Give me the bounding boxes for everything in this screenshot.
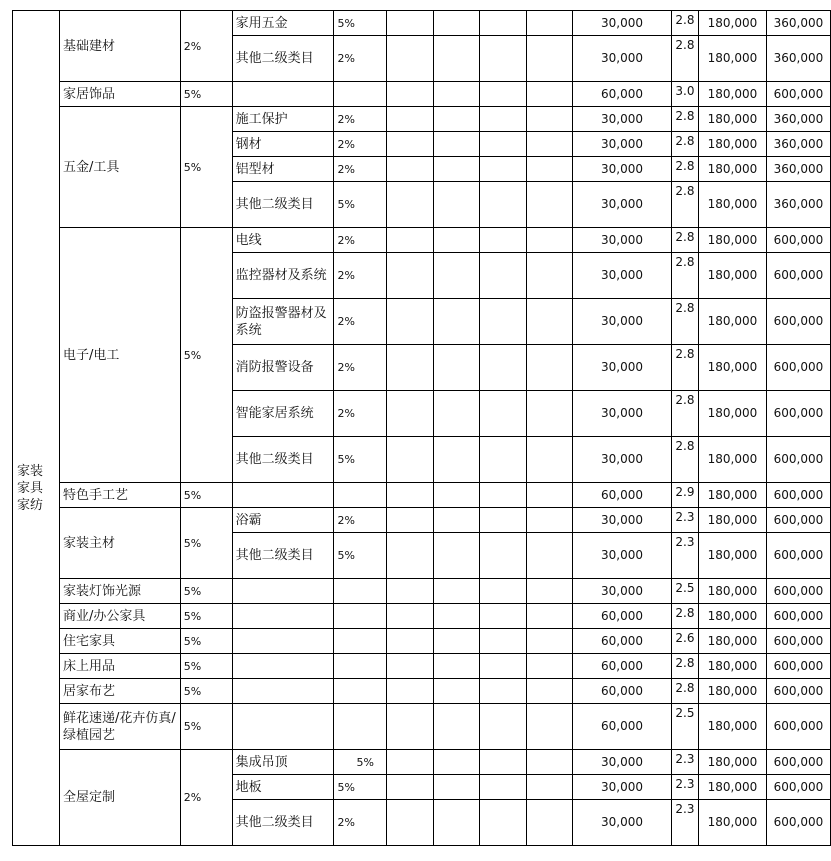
- score-cell: 2.8: [671, 654, 698, 679]
- fee-cell: 600,000: [766, 533, 830, 579]
- empty-cell: [387, 483, 434, 508]
- empty-cell: [387, 107, 434, 132]
- empty-cell: [480, 750, 527, 775]
- category-cell: 全屋定制: [59, 750, 180, 846]
- subcategory-cell: 其他二级类目: [232, 800, 334, 846]
- deposit-cell: 30,000: [573, 579, 672, 604]
- subcategory-rate-cell: 5%: [334, 775, 387, 800]
- fee-cell: 180,000: [698, 750, 766, 775]
- deposit-cell: 30,000: [573, 107, 672, 132]
- empty-cell: [387, 775, 434, 800]
- empty-cell: [387, 704, 434, 750]
- fee-cell: 600,000: [766, 437, 830, 483]
- empty-cell: [480, 483, 527, 508]
- subcategory-cell: 其他二级类目: [232, 437, 334, 483]
- fee-cell: 600,000: [766, 750, 830, 775]
- empty-cell: [387, 11, 434, 36]
- subcategory-cell: [232, 629, 334, 654]
- fee-cell: 180,000: [698, 228, 766, 253]
- empty-cell: [527, 157, 573, 182]
- empty-cell: [527, 82, 573, 107]
- empty-cell: [434, 604, 480, 629]
- fee-cell: 600,000: [766, 579, 830, 604]
- empty-cell: [434, 345, 480, 391]
- deposit-cell: 30,000: [573, 775, 672, 800]
- fee-cell: 180,000: [698, 775, 766, 800]
- empty-cell: [387, 508, 434, 533]
- deposit-cell: 30,000: [573, 157, 672, 182]
- deposit-cell: 30,000: [573, 36, 672, 82]
- empty-cell: [480, 345, 527, 391]
- fee-cell: 180,000: [698, 82, 766, 107]
- fee-cell: 180,000: [698, 36, 766, 82]
- empty-cell: [387, 253, 434, 299]
- empty-cell: [480, 107, 527, 132]
- fee-table: [12, 10, 831, 846]
- fee-cell: 600,000: [766, 775, 830, 800]
- empty-cell: [434, 579, 480, 604]
- fee-cell: 600,000: [766, 679, 830, 704]
- subcategory-cell: 集成吊顶: [232, 750, 334, 775]
- score-cell: 2.8: [671, 391, 698, 437]
- subcategory-rate-cell: 5%: [334, 533, 387, 579]
- empty-cell: [527, 107, 573, 132]
- deposit-cell: 60,000: [573, 654, 672, 679]
- table-row: [13, 82, 831, 107]
- fee-cell: 180,000: [698, 132, 766, 157]
- empty-cell: [527, 253, 573, 299]
- score-cell: 2.3: [671, 750, 698, 775]
- empty-cell: [434, 750, 480, 775]
- subcategory-cell: [232, 679, 334, 704]
- empty-cell: [527, 800, 573, 846]
- score-cell: 2.6: [671, 629, 698, 654]
- subcategory-rate-cell: 2%: [334, 391, 387, 437]
- empty-cell: [387, 182, 434, 228]
- table-row: [13, 629, 831, 654]
- deposit-cell: 60,000: [573, 704, 672, 750]
- score-cell: 2.3: [671, 775, 698, 800]
- score-cell: 2.5: [671, 704, 698, 750]
- subcategory-rate-cell: [334, 654, 387, 679]
- category-rate-cell: 5%: [180, 579, 232, 604]
- subcategory-cell: [232, 82, 334, 107]
- fee-cell: 360,000: [766, 132, 830, 157]
- score-cell: 2.3: [671, 508, 698, 533]
- empty-cell: [387, 132, 434, 157]
- subcategory-rate-cell: [334, 629, 387, 654]
- empty-cell: [387, 82, 434, 107]
- subcategory-rate-cell: 2%: [334, 36, 387, 82]
- score-cell: 2.8: [671, 228, 698, 253]
- fee-cell: 600,000: [766, 508, 830, 533]
- category-rate-cell: 5%: [180, 679, 232, 704]
- empty-cell: [527, 704, 573, 750]
- table-row: [13, 579, 831, 604]
- category-cell: 居家布艺: [59, 679, 180, 704]
- empty-cell: [387, 579, 434, 604]
- category-cell: 住宅家具: [59, 629, 180, 654]
- fee-cell: 600,000: [766, 82, 830, 107]
- subcategory-cell: 消防报警设备: [232, 345, 334, 391]
- table-row: [13, 604, 831, 629]
- deposit-cell: 30,000: [573, 391, 672, 437]
- deposit-cell: 30,000: [573, 345, 672, 391]
- score-cell: 2.8: [671, 299, 698, 345]
- empty-cell: [480, 11, 527, 36]
- subcategory-rate-cell: [334, 483, 387, 508]
- empty-cell: [387, 157, 434, 182]
- empty-cell: [527, 345, 573, 391]
- subcategory-rate-cell: 2%: [334, 132, 387, 157]
- subcategory-rate-cell: 5%: [334, 750, 387, 775]
- fee-cell: 180,000: [698, 679, 766, 704]
- subcategory-cell: 其他二级类目: [232, 36, 334, 82]
- deposit-cell: 60,000: [573, 629, 672, 654]
- empty-cell: [527, 391, 573, 437]
- fee-cell: 600,000: [766, 391, 830, 437]
- empty-cell: [387, 345, 434, 391]
- subcategory-cell: 地板: [232, 775, 334, 800]
- empty-cell: [527, 228, 573, 253]
- empty-cell: [387, 437, 434, 483]
- subcategory-rate-cell: 5%: [334, 437, 387, 483]
- fee-cell: 360,000: [766, 36, 830, 82]
- fee-cell: 180,000: [698, 800, 766, 846]
- fee-cell: 600,000: [766, 704, 830, 750]
- score-cell: 2.8: [671, 182, 698, 228]
- subcategory-cell: 其他二级类目: [232, 182, 334, 228]
- deposit-cell: 30,000: [573, 132, 672, 157]
- deposit-cell: 30,000: [573, 750, 672, 775]
- table-row: [13, 654, 831, 679]
- score-cell: 2.8: [671, 11, 698, 36]
- empty-cell: [387, 800, 434, 846]
- empty-cell: [527, 11, 573, 36]
- fee-cell: 600,000: [766, 800, 830, 846]
- empty-cell: [387, 299, 434, 345]
- empty-cell: [527, 679, 573, 704]
- subcategory-cell: 防盗报警器材及系统: [232, 299, 334, 345]
- empty-cell: [527, 132, 573, 157]
- empty-cell: [434, 228, 480, 253]
- empty-cell: [434, 800, 480, 846]
- category-cell: 电子/电工: [59, 228, 180, 483]
- fee-cell: 600,000: [766, 604, 830, 629]
- empty-cell: [387, 391, 434, 437]
- fee-cell: 180,000: [698, 533, 766, 579]
- deposit-cell: 60,000: [573, 82, 672, 107]
- empty-cell: [434, 132, 480, 157]
- empty-cell: [480, 533, 527, 579]
- fee-cell: 360,000: [766, 107, 830, 132]
- table-row: [13, 704, 831, 750]
- table-row: [13, 11, 831, 36]
- score-cell: 2.8: [671, 679, 698, 704]
- category-cell: 五金/工具: [59, 107, 180, 228]
- empty-cell: [387, 604, 434, 629]
- empty-cell: [480, 157, 527, 182]
- category-cell: 商业/办公家具: [59, 604, 180, 629]
- empty-cell: [434, 483, 480, 508]
- subcategory-cell: 家用五金: [232, 11, 334, 36]
- deposit-cell: 30,000: [573, 533, 672, 579]
- score-cell: 2.8: [671, 132, 698, 157]
- subcategory-rate-cell: [334, 704, 387, 750]
- subcategory-rate-cell: 2%: [334, 253, 387, 299]
- subcategory-rate-cell: 2%: [334, 157, 387, 182]
- empty-cell: [434, 533, 480, 579]
- subcategory-rate-cell: [334, 679, 387, 704]
- empty-cell: [527, 299, 573, 345]
- empty-cell: [387, 654, 434, 679]
- empty-cell: [434, 82, 480, 107]
- empty-cell: [527, 579, 573, 604]
- empty-cell: [527, 437, 573, 483]
- fee-cell: 180,000: [698, 107, 766, 132]
- empty-cell: [480, 800, 527, 846]
- fee-cell: 360,000: [766, 182, 830, 228]
- empty-cell: [527, 36, 573, 82]
- score-cell: 2.3: [671, 800, 698, 846]
- subcategory-cell: 电线: [232, 228, 334, 253]
- empty-cell: [387, 629, 434, 654]
- fee-cell: 180,000: [698, 345, 766, 391]
- empty-cell: [434, 508, 480, 533]
- subcategory-rate-cell: [334, 82, 387, 107]
- fee-cell: 180,000: [698, 299, 766, 345]
- subcategory-cell: 监控器材及系统: [232, 253, 334, 299]
- fee-cell: 600,000: [766, 654, 830, 679]
- empty-cell: [527, 629, 573, 654]
- score-cell: 3.0: [671, 82, 698, 107]
- table-row: [13, 679, 831, 704]
- fee-cell: 600,000: [766, 299, 830, 345]
- table-row: [13, 508, 831, 533]
- category-cell: 特色手工艺: [59, 483, 180, 508]
- subcategory-rate-cell: 5%: [334, 182, 387, 228]
- deposit-cell: 30,000: [573, 11, 672, 36]
- category-rate-cell: 5%: [180, 228, 232, 483]
- fee-cell: 360,000: [766, 157, 830, 182]
- empty-cell: [527, 182, 573, 228]
- deposit-cell: 30,000: [573, 800, 672, 846]
- empty-cell: [480, 228, 527, 253]
- subcategory-cell: 钢材: [232, 132, 334, 157]
- empty-cell: [480, 604, 527, 629]
- fee-cell: 180,000: [698, 508, 766, 533]
- subcategory-cell: [232, 604, 334, 629]
- subcategory-rate-cell: 2%: [334, 345, 387, 391]
- score-cell: 2.8: [671, 157, 698, 182]
- empty-cell: [434, 11, 480, 36]
- empty-cell: [480, 508, 527, 533]
- category-cell: 床上用品: [59, 654, 180, 679]
- empty-cell: [387, 36, 434, 82]
- table-row: [13, 228, 831, 253]
- fee-cell: 180,000: [698, 182, 766, 228]
- empty-cell: [480, 437, 527, 483]
- score-cell: 2.8: [671, 36, 698, 82]
- empty-cell: [434, 182, 480, 228]
- empty-cell: [434, 107, 480, 132]
- empty-cell: [527, 775, 573, 800]
- subcategory-cell: [232, 579, 334, 604]
- score-cell: 2.8: [671, 107, 698, 132]
- empty-cell: [434, 253, 480, 299]
- empty-cell: [434, 36, 480, 82]
- category-rate-cell: 5%: [180, 82, 232, 107]
- category-cell: 家居饰品: [59, 82, 180, 107]
- table-row: [13, 483, 831, 508]
- fee-cell: 600,000: [766, 483, 830, 508]
- category-rate-cell: 5%: [180, 483, 232, 508]
- category-rate-cell: 2%: [180, 11, 232, 82]
- subcategory-rate-cell: 2%: [334, 228, 387, 253]
- category-rate-cell: 5%: [180, 629, 232, 654]
- subcategory-rate-cell: 2%: [334, 299, 387, 345]
- empty-cell: [434, 157, 480, 182]
- empty-cell: [387, 533, 434, 579]
- top-category-cell: 家装家具家纺: [13, 11, 60, 846]
- category-cell: 家装主材: [59, 508, 180, 579]
- category-cell: 家装灯饰光源: [59, 579, 180, 604]
- subcategory-rate-cell: 2%: [334, 800, 387, 846]
- empty-cell: [480, 82, 527, 107]
- fee-cell: 180,000: [698, 391, 766, 437]
- category-rate-cell: 5%: [180, 704, 232, 750]
- empty-cell: [527, 508, 573, 533]
- fee-cell: 600,000: [766, 228, 830, 253]
- subcategory-rate-cell: 2%: [334, 508, 387, 533]
- table-row: [13, 107, 831, 132]
- empty-cell: [480, 253, 527, 299]
- empty-cell: [480, 182, 527, 228]
- empty-cell: [434, 704, 480, 750]
- empty-cell: [480, 36, 527, 82]
- deposit-cell: 30,000: [573, 437, 672, 483]
- empty-cell: [480, 775, 527, 800]
- deposit-cell: 30,000: [573, 299, 672, 345]
- fee-cell: 600,000: [766, 629, 830, 654]
- empty-cell: [387, 679, 434, 704]
- empty-cell: [434, 679, 480, 704]
- fee-cell: 600,000: [766, 345, 830, 391]
- category-rate-cell: 5%: [180, 508, 232, 579]
- deposit-cell: 60,000: [573, 604, 672, 629]
- empty-cell: [434, 629, 480, 654]
- empty-cell: [480, 299, 527, 345]
- category-cell: 基础建材: [59, 11, 180, 82]
- empty-cell: [480, 704, 527, 750]
- empty-cell: [434, 391, 480, 437]
- subcategory-cell: 其他二级类目: [232, 533, 334, 579]
- score-cell: 2.8: [671, 345, 698, 391]
- subcategory-cell: 施工保护: [232, 107, 334, 132]
- fee-cell: 180,000: [698, 629, 766, 654]
- score-cell: 2.8: [671, 604, 698, 629]
- fee-cell: 180,000: [698, 253, 766, 299]
- fee-cell: 180,000: [698, 483, 766, 508]
- subcategory-rate-cell: [334, 579, 387, 604]
- category-cell: 鲜花速递/花卉仿真/绿植园艺: [59, 704, 180, 750]
- deposit-cell: 30,000: [573, 228, 672, 253]
- empty-cell: [527, 483, 573, 508]
- deposit-cell: 30,000: [573, 182, 672, 228]
- empty-cell: [480, 132, 527, 157]
- empty-cell: [527, 533, 573, 579]
- fee-cell: 600,000: [766, 253, 830, 299]
- fee-cell: 360,000: [766, 11, 830, 36]
- subcategory-cell: [232, 704, 334, 750]
- score-cell: 2.5: [671, 579, 698, 604]
- fee-cell: 180,000: [698, 604, 766, 629]
- subcategory-cell: 智能家居系统: [232, 391, 334, 437]
- empty-cell: [434, 299, 480, 345]
- subcategory-cell: 铝型材: [232, 157, 334, 182]
- score-cell: 2.8: [671, 253, 698, 299]
- empty-cell: [480, 629, 527, 654]
- empty-cell: [480, 391, 527, 437]
- score-cell: 2.8: [671, 437, 698, 483]
- deposit-cell: 30,000: [573, 508, 672, 533]
- subcategory-cell: [232, 483, 334, 508]
- empty-cell: [527, 750, 573, 775]
- category-rate-cell: 5%: [180, 654, 232, 679]
- empty-cell: [434, 775, 480, 800]
- empty-cell: [527, 654, 573, 679]
- empty-cell: [387, 228, 434, 253]
- subcategory-rate-cell: 2%: [334, 107, 387, 132]
- empty-cell: [527, 604, 573, 629]
- table-row: [13, 750, 831, 775]
- fee-cell: 180,000: [698, 437, 766, 483]
- fee-cell: 180,000: [698, 579, 766, 604]
- fee-cell: 180,000: [698, 704, 766, 750]
- category-rate-cell: 5%: [180, 107, 232, 228]
- empty-cell: [434, 437, 480, 483]
- subcategory-cell: 浴霸: [232, 508, 334, 533]
- empty-cell: [434, 654, 480, 679]
- subcategory-cell: [232, 654, 334, 679]
- empty-cell: [480, 654, 527, 679]
- fee-cell: 180,000: [698, 11, 766, 36]
- subcategory-rate-cell: 5%: [334, 11, 387, 36]
- fee-cell: 180,000: [698, 654, 766, 679]
- score-cell: 2.3: [671, 533, 698, 579]
- category-rate-cell: 2%: [180, 750, 232, 846]
- empty-cell: [480, 579, 527, 604]
- deposit-cell: 60,000: [573, 679, 672, 704]
- empty-cell: [480, 679, 527, 704]
- score-cell: 2.9: [671, 483, 698, 508]
- deposit-cell: 60,000: [573, 483, 672, 508]
- empty-cell: [387, 750, 434, 775]
- category-rate-cell: 5%: [180, 604, 232, 629]
- deposit-cell: 30,000: [573, 253, 672, 299]
- subcategory-rate-cell: [334, 604, 387, 629]
- fee-cell: 180,000: [698, 157, 766, 182]
